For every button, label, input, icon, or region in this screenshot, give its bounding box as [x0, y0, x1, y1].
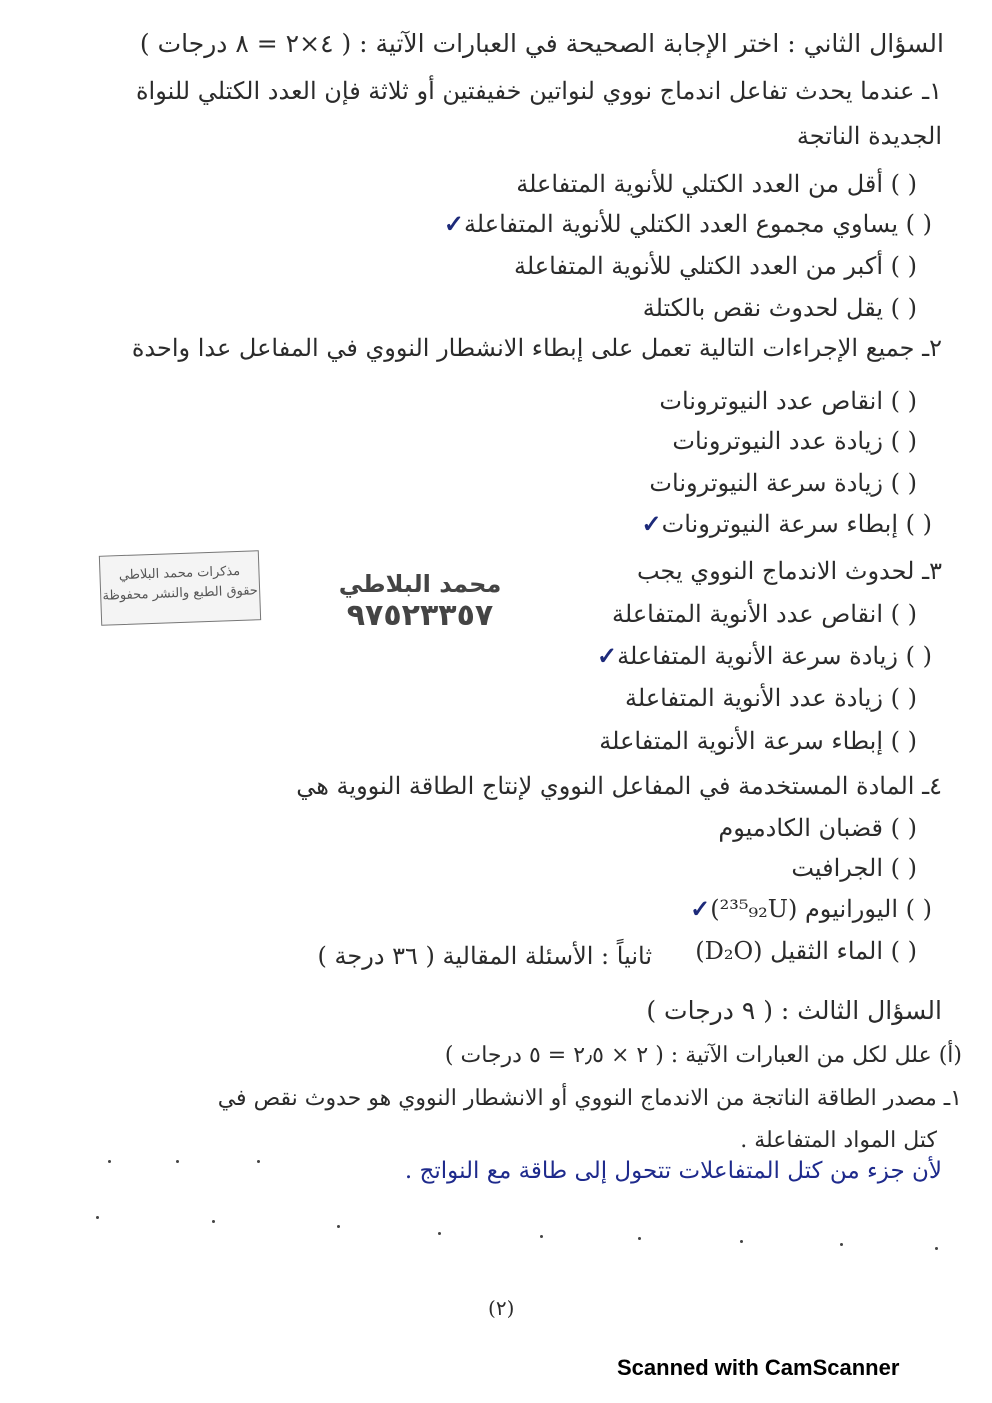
author-signature — [335, 570, 505, 633]
q4-option-d: ( ) الماء الثقيل (D₂O) — [695, 937, 917, 965]
question-1-stem: ١ـ عندما يحدث تفاعل اندماج نووي لنواتين خفيفتين أو ثلاثة فإن العدد الكتلي للنواة — [135, 77, 942, 105]
camscanner-footer: Scanned with CamScanner — [617, 1355, 900, 1380]
dot — [540, 1235, 543, 1238]
q2-option-c: ( ) زيادة سرعة النيوترونات — [649, 469, 917, 497]
dot — [337, 1225, 340, 1228]
dot — [840, 1243, 843, 1246]
dot — [176, 1160, 179, 1163]
q3-option-d: ( ) إبطاء سرعة الأنوية المتفاعلة — [599, 727, 917, 755]
q2-option-b: ( ) زيادة عدد النيوترونات — [672, 427, 917, 455]
q4-option-c: ( ) اليورانيوم (²³⁵₉₂U)✓ — [690, 894, 932, 923]
question-2-header: السؤال الثاني : اختر الإجابة الصحيحة في العبارات الآتية : ( ٤×٢ = ٨ درجات ) — [139, 29, 944, 58]
dot — [438, 1232, 441, 1235]
question-3a-item-1: ١ـ مصدر الطاقة الناتجة من الاندماج النووي أو الانشطار النووي هو حدوث نقص في — [217, 1086, 962, 1111]
stamp-line-1: مذكرات محمد البلاطي — [118, 563, 241, 584]
stamp-line-2: حقوق الطبع والنشر محفوظة — [102, 583, 259, 604]
q3-option-a: ( ) انقاص عدد الأنوية المتفاعلة — [612, 600, 917, 628]
check-mark-icon: ✓ — [690, 894, 711, 923]
signature-name: محمد البلاطي — [338, 570, 502, 598]
check-mark-icon: ✓ — [596, 641, 618, 670]
question-2-stem: ٢ـ جميع الإجراءات التالية تعمل على إبطاء الانشطار النووي في المفاعل عدا واحدة — [131, 334, 942, 362]
dot — [935, 1247, 938, 1250]
q4-option-a: ( ) قضبان الكادميوم — [718, 814, 917, 842]
publisher-stamp — [99, 550, 261, 626]
q1-option-d: ( ) يقل لحدوث نقص بالكتلة — [642, 294, 917, 322]
q1-option-a: ( ) أقل من العدد الكتلي للأنوية المتفاعلة — [516, 170, 917, 198]
question-3a-header: (أ) علل لكل من العبارات الآتية : ( ٢ × ٢٫٥ = ٥ درجات ) — [444, 1043, 962, 1068]
handwritten-answer: لأن جزء من كتل المتفاعلات تتحول إلى طاقة مع النواتج . — [404, 1158, 942, 1184]
q3-option-c: ( ) زيادة عدد الأنوية المتفاعلة — [625, 684, 917, 712]
q4-option-b: ( ) الجرافيت — [791, 854, 917, 882]
question-4-stem: ٤ـ المادة المستخدمة في المفاعل النووي لإنتاج الطاقة النووية هي — [296, 772, 942, 800]
dot — [740, 1240, 743, 1243]
check-mark-icon: ✓ — [443, 209, 464, 238]
q2-option-d: ( ) إبطاء سرعة النيوترونات✓ — [641, 509, 932, 538]
signature-number: ٩٧٥٢٣٣٥٧ — [346, 598, 494, 633]
check-mark-icon: ✓ — [641, 509, 662, 538]
dot — [212, 1220, 215, 1223]
section-2-title: ثانياً : الأسئلة المقالية ( ٣٦ درجة ) — [317, 942, 652, 970]
question-3a-item-1-cont: كتل المواد المتفاعلة . — [740, 1128, 937, 1153]
dot — [108, 1160, 111, 1163]
q2-option-a: ( ) انقاص عدد النيوترونات — [659, 387, 917, 415]
q3-option-b: ( ) زيادة سرعة الأنوية المتفاعلة✓ — [596, 641, 932, 670]
q1-option-c: ( ) أكبر من العدد الكتلي للأنوية المتفاعلة — [513, 252, 917, 280]
question-3-stem: ٣ـ لحدوث الاندماج النووي يجب — [636, 557, 942, 585]
question-3-header: السؤال الثالث : ( ٩ درجات ) — [646, 996, 942, 1025]
dot — [638, 1237, 641, 1240]
dot — [257, 1160, 260, 1163]
dot — [96, 1216, 99, 1219]
page-number: (٢) — [488, 1296, 515, 1320]
question-1-stem-cont: الجديدة الناتجة — [796, 122, 942, 150]
q1-option-b: ( ) يساوي مجموع العدد الكتلي للأنوية المتفاعلة✓ — [443, 209, 932, 238]
